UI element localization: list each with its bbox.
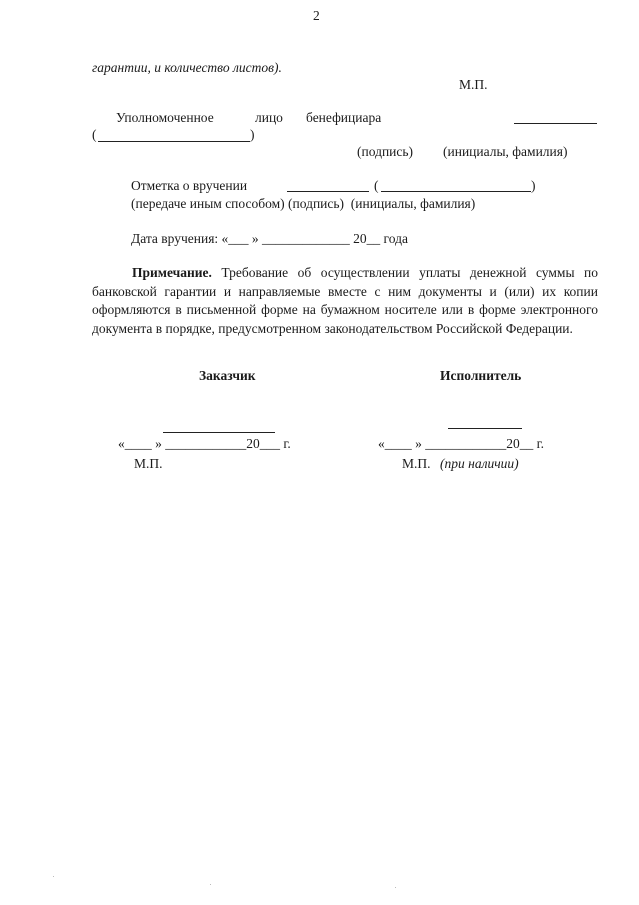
beneficiary-close-paren: ) — [250, 127, 255, 142]
delivery-mark-caption: (передаче иным способом) (подпись) (инициалы, фамилия) — [131, 196, 476, 211]
beneficiary-word-beneficiary: бенефициара — [306, 110, 382, 125]
note-label: Примечание. — [132, 265, 212, 280]
note-paragraph — [92, 264, 598, 338]
beneficiary-name-line — [98, 141, 250, 142]
delivery-mark-label: Отметка о вручении — [131, 178, 248, 193]
beneficiary-word-person: лицо — [255, 110, 283, 125]
customer-seal: М.П. — [134, 456, 163, 471]
signature-caption: (подпись) — [357, 144, 414, 159]
delivery-close-paren: ) — [531, 178, 536, 193]
scan-speck — [53, 876, 54, 877]
delivery-date: Дата вручения: «___ » _____________ 20__ года — [131, 231, 408, 246]
beneficiary-open-paren: ( — [92, 127, 97, 142]
contractor-heading: Исполнитель — [440, 368, 522, 383]
page-number: 2 — [313, 8, 320, 23]
contractor-seal: М.П. — [402, 456, 431, 471]
beneficiary-signature-line — [514, 123, 597, 124]
beneficiary-word-authorized: Уполномоченное — [116, 110, 214, 125]
contractor-date-line: «____ » ____________20__ г. — [378, 436, 545, 451]
scan-speck — [210, 884, 211, 885]
scan-speck — [395, 887, 396, 888]
customer-date-line: «____ » ____________20___ г. — [118, 436, 291, 451]
delivery-open-paren: ( — [374, 178, 379, 193]
contractor-seal-note: (при наличии) — [440, 456, 519, 471]
continuation-text: гарантии, и количество листов). — [92, 60, 282, 75]
note-text: Требование об осуществлении уплаты денежной суммы по банковской гарантии и направляемые вместе с ним документы и (или) их копии оформляются в письменной форме на бумажном носителе или в форме электронного документа в порядке, предусмотренном законодательством Российской Федерации. — [92, 265, 598, 336]
customer-signature-line — [163, 432, 275, 433]
seal-label-top: М.П. — [459, 77, 488, 92]
contractor-signature-line — [448, 428, 522, 429]
initials-caption: (инициалы, фамилия) — [443, 144, 568, 159]
delivery-name-line — [381, 191, 531, 192]
delivery-signature-line — [287, 191, 369, 192]
customer-heading: Заказчик — [199, 368, 256, 383]
